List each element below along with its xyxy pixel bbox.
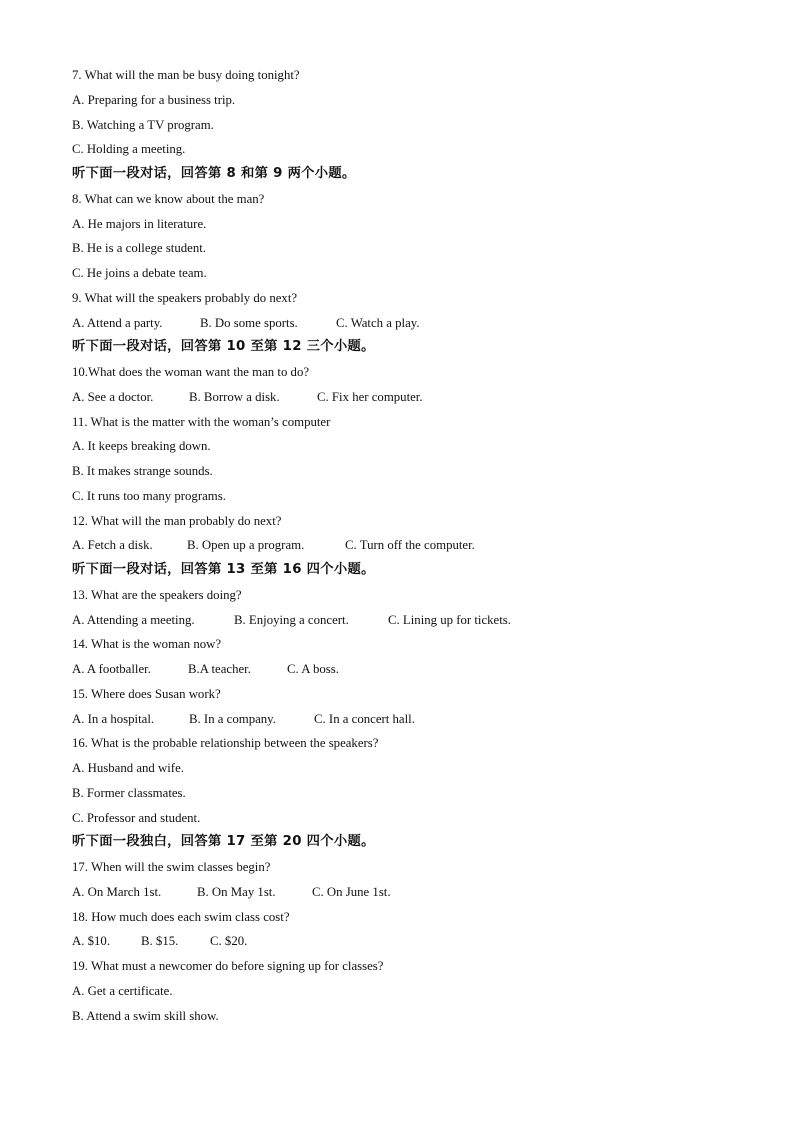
answer-option: A. See a doctor. — [72, 389, 154, 404]
answer-options-row — [72, 385, 722, 410]
answer-option: B.A teacher. — [188, 662, 251, 676]
answer-option: B. Enjoying a concert. — [234, 612, 349, 627]
answer-option: B. Do some sports. — [200, 315, 298, 330]
answer-option: A. Attending a meeting. — [72, 612, 195, 627]
answer-option: A. Husband and wife. — [72, 761, 184, 775]
answer-option: C. Holding a meeting. — [72, 142, 186, 157]
answer-options-row — [72, 608, 722, 633]
question-text: 18. How much does each swim class cost? — [72, 909, 290, 924]
answer-options-row — [72, 929, 722, 954]
answer-option: A. It keeps breaking down. — [72, 439, 211, 454]
answer-option: B. Attend a swim skill show. — [72, 1008, 219, 1023]
section-instruction: 听下面一段对话，回答第 13 至第 16 四个小题。 — [72, 562, 375, 577]
answer-options-row — [72, 533, 722, 558]
question-text: 15. Where does Susan work? — [72, 686, 221, 701]
answer-options-row — [72, 707, 722, 732]
answer-option: A. Get a certificate. — [72, 983, 173, 998]
question-text: 9. What will the speakers probably do next? — [72, 290, 298, 305]
question-text: 19. What must a newcomer do before signing up for classes? — [72, 959, 384, 973]
answer-option: B. In a company. — [189, 711, 276, 726]
answer-option: C. He joins a debate team. — [72, 266, 207, 280]
answer-options-row — [72, 880, 722, 905]
question-text: 16. What is the probable relationship between the speakers? — [72, 736, 379, 751]
answer-option: C. Watch a play. — [336, 315, 420, 330]
answer-option: C. On June 1st. — [312, 884, 391, 899]
answer-option: A. Fetch a disk. — [72, 538, 153, 553]
answer-option: A. Preparing for a business trip. — [72, 92, 236, 107]
answer-option: A. A footballer. — [72, 662, 151, 676]
answer-option: B. He is a college student. — [72, 241, 206, 256]
question-text: 14. What is the woman now? — [72, 637, 222, 652]
answer-option: B. It makes strange sounds. — [72, 464, 213, 478]
answer-option: A. $10. — [72, 934, 111, 949]
answer-option: C. Professor and student. — [72, 810, 201, 825]
exam-page — [72, 63, 722, 1028]
section-instruction: 听下面一段独白，回答第 17 至第 20 四个小题。 — [72, 834, 375, 850]
answer-option: C. Turn off the computer. — [345, 538, 475, 553]
question-text: 7. What will the man be busy doing tonight? — [72, 68, 300, 82]
answer-option: C. Lining up for tickets. — [388, 612, 511, 627]
question-text: 17. When will the swim classes begin? — [72, 860, 271, 874]
answer-option: A. On March 1st. — [72, 884, 162, 899]
answer-options-row — [72, 311, 722, 336]
answer-option: B. Watching a TV program. — [72, 117, 214, 132]
question-text: 8. What can we know about the man? — [72, 191, 265, 206]
question-text: 11. What is the matter with the woman’s computer — [72, 414, 331, 429]
answer-option: A. In a hospital. — [72, 711, 155, 726]
answer-option: B. On May 1st. — [197, 884, 276, 899]
section-instruction: 听下面一段对话，回答第 10 至第 12 三个小题。 — [72, 339, 375, 355]
answer-option: A. Attend a party. — [72, 315, 163, 330]
answer-option: C. In a concert hall. — [314, 711, 415, 726]
answer-options-row — [72, 657, 722, 682]
section-instruction: 听下面一段对话，回答第 8 和第 9 两个小题。 — [72, 166, 356, 181]
answer-option: B. Borrow a disk. — [189, 389, 280, 404]
answer-option: B. Former classmates. — [72, 785, 186, 800]
question-text: 13. What are the speakers doing? — [72, 587, 242, 602]
answer-option: A. He majors in literature. — [72, 216, 207, 231]
question-text: 12. What will the man probably do next? — [72, 513, 282, 528]
question-text: 10.What does the woman want the man to do? — [72, 365, 310, 379]
answer-option: C. A boss. — [287, 662, 339, 676]
answer-option: C. $20. — [210, 934, 248, 949]
answer-option: B. Open up a program. — [187, 538, 305, 553]
answer-option: C. Fix her computer. — [317, 389, 423, 404]
answer-option: B. $15. — [141, 934, 179, 949]
answer-option: C. It runs too many programs. — [72, 488, 226, 503]
